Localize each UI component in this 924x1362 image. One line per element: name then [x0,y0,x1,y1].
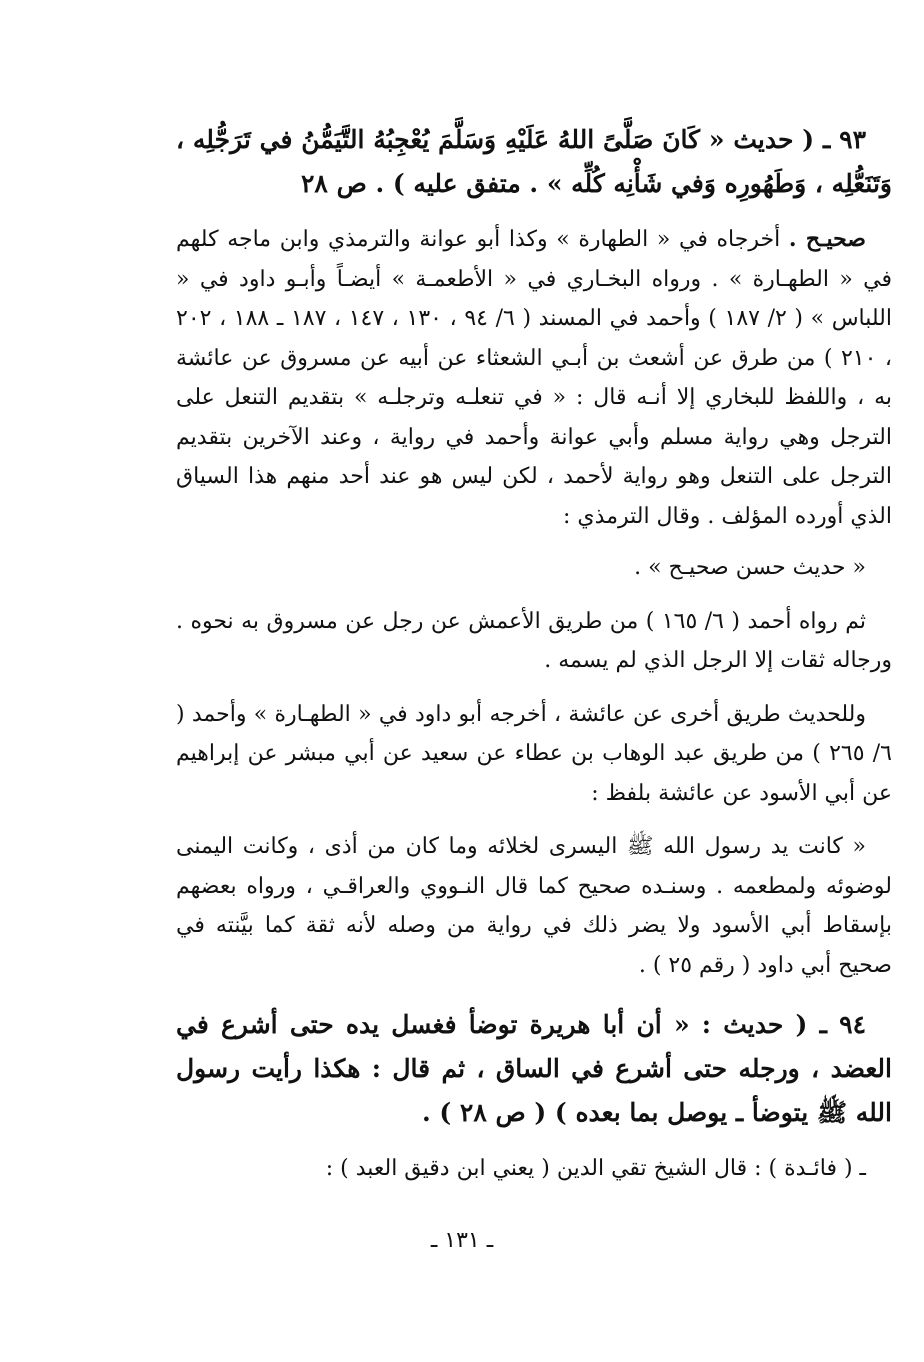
grade-label: صحيـح . [788,226,866,252]
hadith-93: ٩٣ ـ ( حديث « كَانَ صَلَّىً اللهُ عَلَيْهِ وَسَلَّمَ يُعْجِبُهُ التَّيَمُّنُ في تَرَجُّلِه ، وَتَنَعُّلِه ، وَطَهُورِه وَفي شَأْنِه كُلِّه » . متفق عليه ) . ص ٢٨ [176,125,892,198]
hadith-94: ٩٤ ـ ( حديث : « أن أبا هريرة توضأ فغسل يده حتى أشرع في العضد ، ورجله حتى أشرع في الساق ، ثم قال : هكذا رأيت رسول الله ﷺ يتوضأ ـ يوصل بما بعده ) ( ص ٢٨ ) . [176,1010,892,1127]
para-other-route: وللحديث طريق أخرى عن عائشة ، أخرجه أبو داود في « الطهـارة » وأحمد ( ٦/ ٢٦٥ ) من طريق عبد الوهاب بن عطاء عن سعيد عن أبي مبشر عن إبراهيم عن أبي الأسود عن عائشة بلفظ : [176,701,892,806]
commentary-93-text: أخرجاه في « الطهارة » وكذا أبو عوانة والترمذي وابن ماجه كلهم في « الطهـارة » . ورواه البخـاري في « الأطعمـة » أيضـاً وأبـو داود في « اللباس » ( ٢/ ١٨٧ ) وأحمد في المسند ( ٦/ ٩٤ ، ١٣٠ ، ١٤٧ ، ١٨٧ ـ ١٨٨ ، ٢٠٢ ، ٢١٠ ) من طرق عن أشعث بن أبـي الشعثاء عن أبيه عن مسروق عن عائشة به ، واللفظ للبخاري إلا أنـه قال : « في تنعلـه وترجلـه » بتقديم التنعل على الترجل وهي رواية مسلم وأبي عوانة وأحمد في رواية ، وعند الآخرين بتقديم الترجل على التنعل وهو رواية لأحمد ، لكن ليس هو عند أحد منهم هذا السياق الذي أورده المؤلف . وقال الترمذي : [176,227,893,529]
tirmidhi-quote: « حديث حسن صحيـح » . [634,555,866,580]
para-ahmad: ثم رواه أحمد ( ٦/ ١٦٥ ) من طريق الأعمش عن رجل عن مسروق به نحوه . ورجاله ثقات إلا الرجل الذي لم يسمه . [176,608,892,673]
page-body [176,118,892,1189]
faida-note: ـ ( فائـدة ) : قال الشيخ تقي الدين ( يعني ابن دقيق العبد ) : [325,1156,866,1181]
page-number: ـ ١٣١ ـ [430,1228,494,1253]
para-quote-hand: « كانت يد رسول الله ﷺ اليسرى لخلائه وما كان من أذى ، وكانت اليمنى لوضوئه ولمطعمه . وسنـده صحيح كما قال النـووي والعراقـي ، ورواه بعضهم بإسقاط أبي الأسود ولا يضر ذلك في رواية من وصله لأنه ثقة كما بيَّنته في صحيح أبي داود ( رقم ٢٥ ) . [176,834,892,978]
commentary-93 [176,220,892,536]
